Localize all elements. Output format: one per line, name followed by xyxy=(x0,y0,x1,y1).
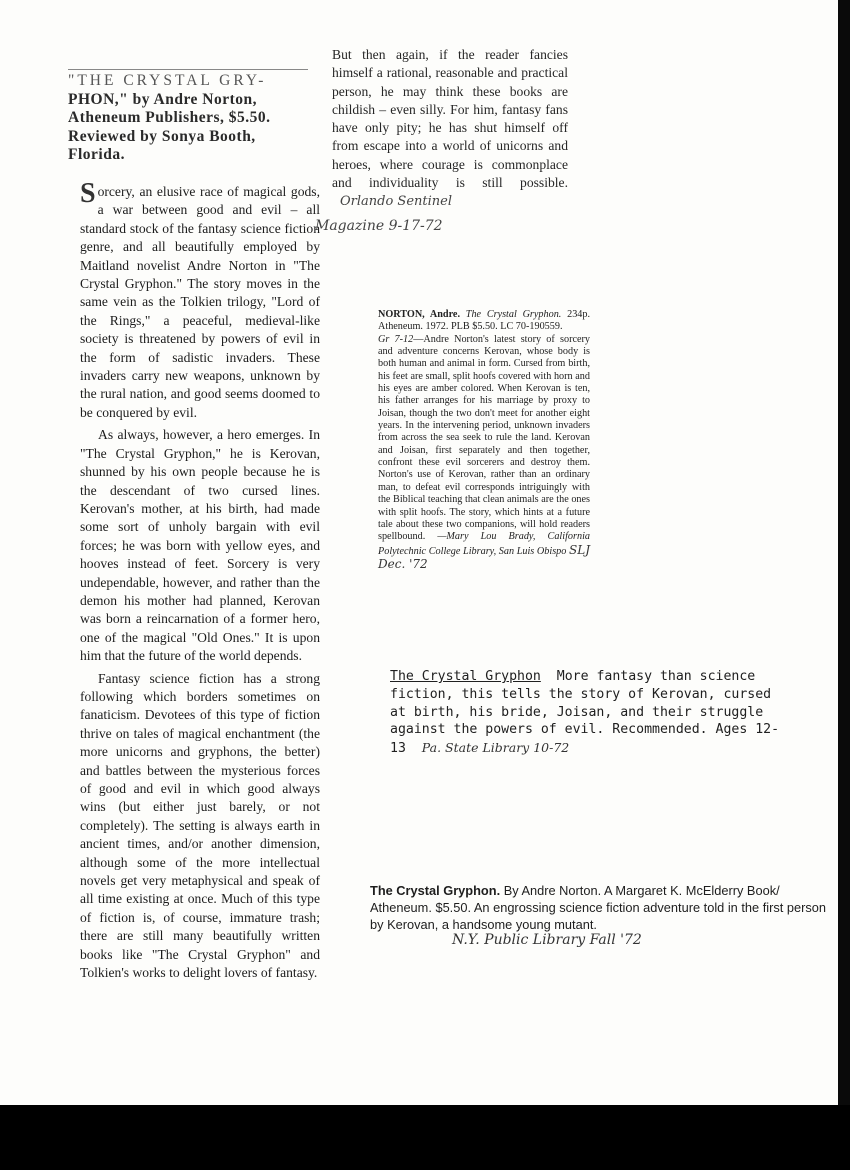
pa-text: More fantasy than science fiction, this tells the story of Kerovan, cursed at birth, his bride, Joisan, and their struggle against the powers of evil. Recommended. Ages 12-13 xyxy=(390,669,780,757)
nypl-review xyxy=(370,883,832,933)
review-body-sentinel xyxy=(80,178,320,986)
slj-review xyxy=(378,309,590,572)
slj-author: NORTON, Andre. xyxy=(378,309,461,320)
scan-bottom-border xyxy=(0,1105,850,1170)
pa-state-review xyxy=(390,668,790,758)
clipping-border xyxy=(68,69,308,70)
paragraph-2: As always, however, a hero emerges. In "The Crystal Gryphon," he is Kerovan, shunned by his own people because he is the descendant of two cursed lines. Kerovan's mother, at his birth, had made some sort of unholy bargain with evil forces; he was born with yellow eyes, and hooves instead of feet. Sorcery is very undependable, however, and rather than the demon his mother had planned, Kerovan was born a reincarnation of a former hero, one of the magical "Old Ones." It is upon him that the future of the world depends. xyxy=(80,427,320,664)
handwritten-slj: SLJ Dec. '72 xyxy=(378,542,590,571)
slj-reviewer: —Mary Lou Brady, California Polytechnic College Library, San Luis Obispo xyxy=(378,531,590,557)
slj-title: The Crystal Gryphon. xyxy=(465,309,562,320)
headline-byline: PHON," by Andre Norton, Atheneum Publishers, $5.50. Reviewed by Sonya Booth, Florida. xyxy=(68,90,271,163)
pa-title: The Crystal Gryphon xyxy=(390,669,541,684)
headline-title: "THE CRYSTAL GRY- xyxy=(68,72,267,89)
handwritten-nypl: N.Y. Public Library Fall '72 xyxy=(452,932,642,948)
slj-text: —Andre Norton's latest story of sorcery and adventure concerns Kerovan, whose body is both human and animal in form. Cursed from birth, his feet are small, split hoofs covered with horn and his eyes are amber colored. When Kerovan is ten, his father arranges for his marriage by proxy to Joisan, though the two don't meet for another eight years. In the intervening period, unknown invaders from across the sea seek to rule the land. Kerovan and Joisan, first separately and then together, confront these evil sorcerers and destroy them. Norton's use of Kerovan, rather than an ordinary man, to defeat evil corresponds intriguingly with the Biblical teaching that clean animals are the ones with split hoofs. The story, which hints at a future tale about these two companions, will hold readers spellbound. xyxy=(378,333,591,543)
drop-cap: S xyxy=(80,178,96,209)
nypl-text: By Andre Norton. A Margaret K. McElderry Book/ Atheneum. $5.50. An engrossing science fiction adventure told in the first person by Kerovan, a handsome young mutant. xyxy=(370,883,826,932)
slj-grade: Gr 7-12 xyxy=(378,333,414,345)
review-headline xyxy=(68,72,310,165)
paragraph-3: Fantasy science fiction has a strong following which borders sometimes on fanaticism. Devotees of this type of fiction thrive on tales of magical enchantment (the more unicorns and gryphons, the better) and battles between the mysterious forces of good and evil in which good always wins (but either just barely, or not completely). The setting is always earth in ancient times, and/or another dimension, although some of the more intellectual novels get very metaphysical and speak of all time existing at once. Much of this type of fiction is, of course, immature trash; there are still many beautifully written books like "The Crystal Gryphon" and Tolkien's works to delight lovers of fantasy. xyxy=(80,670,320,981)
paragraph-1: Sorcery, an elusive race of magical gods, a war between good and evil – all standard stock of the fantasy science fiction genre, and all beautifully employed by Maitland novelist Andre Norton in "The Crystal Gryphon." The story moves in the same vein as the Tolkien trilogy, "Lord of the Rings," a peaceful, medieval-like society is threatened by powers of evil in the form of sadistic invaders. These invaders carry new weapons, unknown by the rural nation, and good seems doomed to be conquered by evil. xyxy=(80,178,320,420)
handwritten-source: Orlando Sentinel xyxy=(340,194,453,210)
nypl-title: The Crystal Gryphon. xyxy=(370,883,501,898)
continuation-text: But then again, if the reader fancies himself a rational, reasonable and practical person, he may think these books are childish – even silly. For him, fantasy fans have only pity; he has shut himself off from escape into a world of unicorns and heroes, where courage is commonplace and individuality is still possible. xyxy=(332,47,568,191)
slj-biblio: 234p. Atheneum. 1972. PLB $5.50. LC 70-190559. xyxy=(378,309,591,333)
review-continuation xyxy=(332,46,568,212)
scan-edge xyxy=(838,0,850,1105)
handwritten-pa: Pa. State Library 10-72 xyxy=(421,740,570,756)
handwritten-date: Magazine 9-17-72 xyxy=(315,218,443,234)
